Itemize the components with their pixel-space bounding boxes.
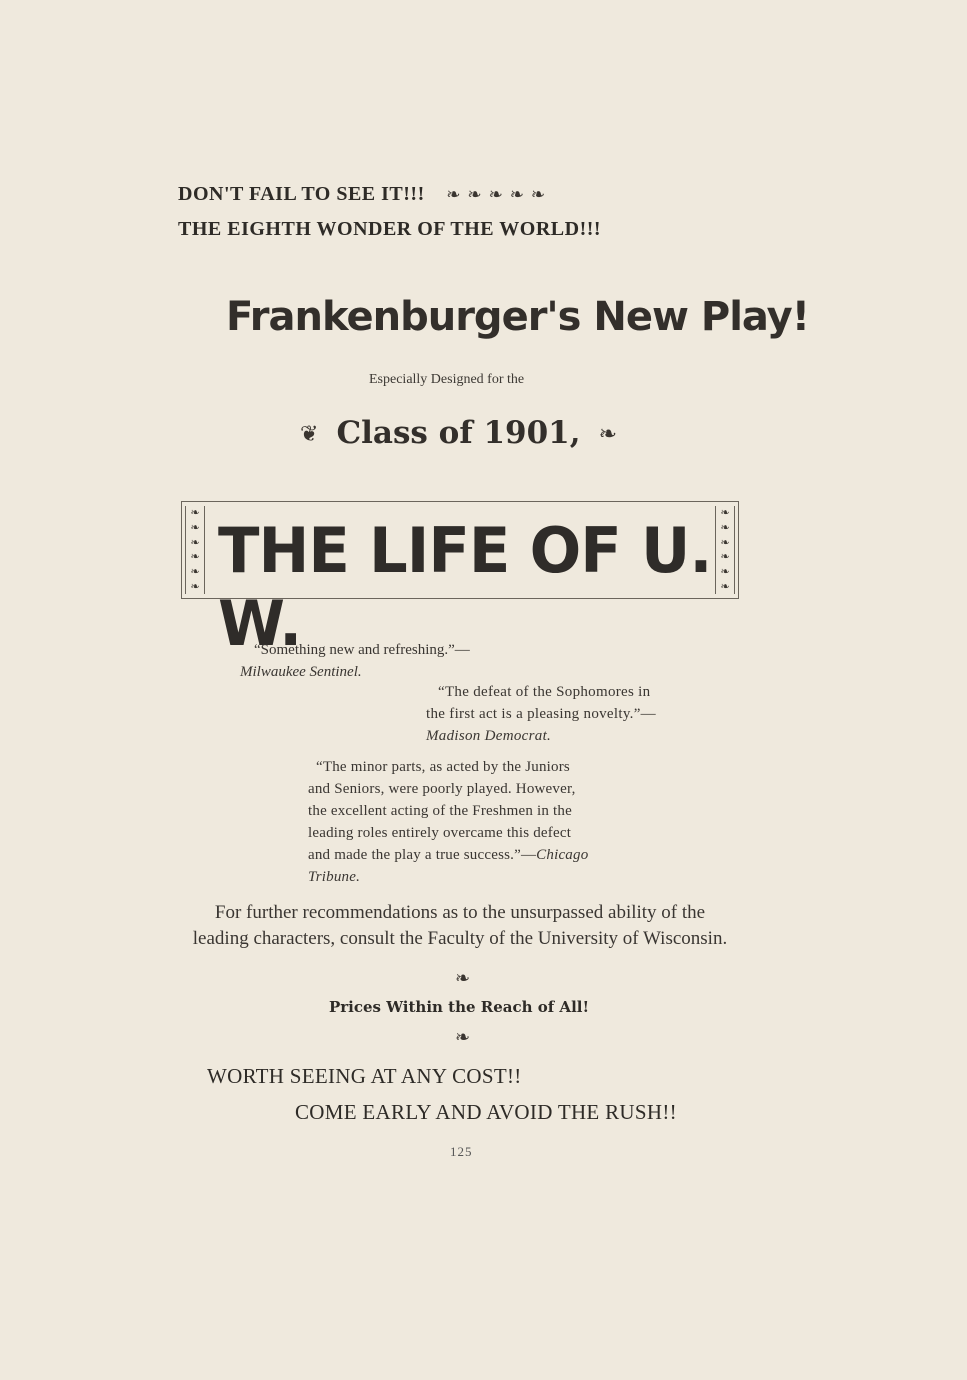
banner-title: THE LIFE OF U. W. [218,514,712,660]
quote-3-line-1: “The minor parts, as acted by the Juniors [316,759,570,775]
ornament-leaf: ❧ [190,565,200,579]
ornament-leaf: ❧ [190,535,200,549]
quote-2-line-1: “The defeat of the Sophomores in [438,684,651,700]
leaf-ornament-right: ❧ [598,422,617,447]
footer-line-1: WORTH SEEING AT ANY COST!! [207,1064,522,1088]
quote-3 [308,756,588,888]
class-line-text: Class of 1901, [336,415,581,451]
quote-3-line-4: leading roles entirely overcame this defect [308,825,572,841]
ornament-leaf: ❧ [190,579,200,593]
quote-3-source-b: Tribune. [308,869,361,885]
play-title: Frankenburger's New Play! [226,294,809,340]
ornament-leaf: ❧ [720,565,730,579]
class-line [300,415,617,451]
header-line-2: THE EIGHTH WONDER OF THE WORLD!!! [178,218,602,240]
quote-3-line-2: and Seniors, were poorly played. However, [308,781,576,797]
quote-1-source-name: Milwaukee Sentinel. [240,664,362,680]
ornament-leaf: ❧ [720,535,730,549]
ornament-leaf: ❧ [190,550,200,564]
quote-2-line-2: the first act is a pleasing novelty.”— [426,706,656,722]
page-number: 125 [450,1144,473,1159]
quote-3-source [308,866,588,888]
recommendation-paragraph [160,900,760,952]
header-line-1 [178,183,546,206]
prices-text: Prices Within the Reach of All! [329,998,590,1016]
ornament-leaf: ❧ [720,520,730,534]
ornament-column-right [715,506,735,594]
prices-ornament-top: ❧ [455,968,471,989]
ornament-leaf: ❧ [720,579,730,593]
ornament-leaf: ❧ [720,550,730,564]
quote-3-source-a: Chicago [536,847,589,863]
leaf-ornament-left: ❦ [300,422,319,447]
quote-1 [240,639,470,683]
play-subtitle: Especially Designed for the [369,372,525,387]
quote-1-text: “Something new and refreshing.”— [254,642,470,658]
footer-line-2: COME EARLY AND AVOID THE RUSH!! [295,1100,677,1124]
quote-2-source-name: Madison Democrat. [426,728,552,744]
quote-3-line-3: the excellent acting of the Freshmen in the [308,803,572,819]
recommendation-line-1: For further recommendations as to the unsurpassed ability of the [214,902,706,923]
header-line-1-text: DON'T FAIL TO SEE IT!!! [178,183,425,205]
ornament-leaf: ❧ [190,520,200,534]
quote-2-source [426,725,656,747]
ornament-leaf: ❧ [720,506,730,519]
quote-3-line-5-text: and made the play a true success.”— [308,847,537,863]
prices-ornament-bottom: ❧ [455,1027,471,1048]
ornament-column-left [185,506,205,594]
ornament-leaf: ❧ [190,506,200,519]
header-ornaments: ❧ ❧ ❧ ❧ ❧ [446,185,546,205]
recommendation-line-2: leading characters, consult the Faculty of the University of Wisconsin. [192,928,728,949]
quote-2 [426,681,656,747]
quote-3-line-5 [308,844,588,866]
quote-1-source [240,661,470,683]
